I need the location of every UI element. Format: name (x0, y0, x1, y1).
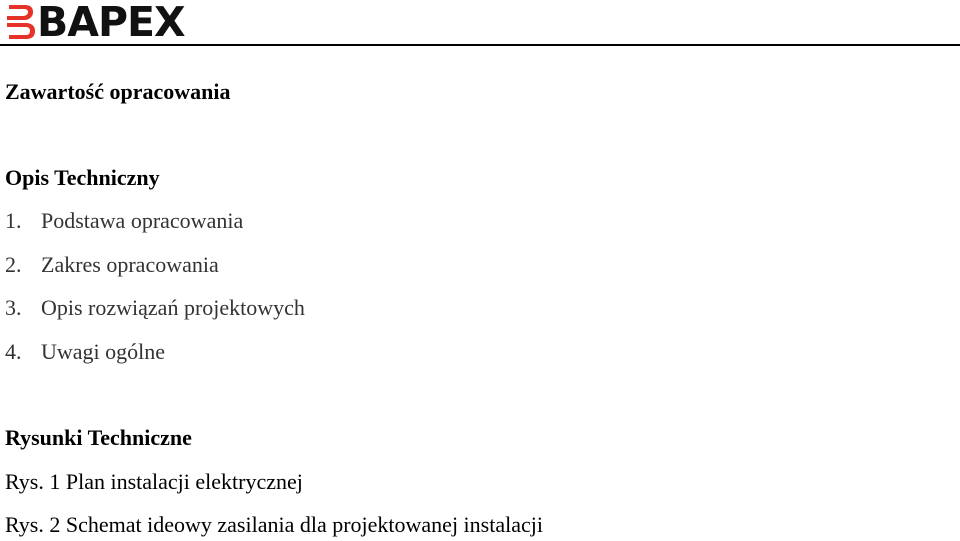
drawing-list-item: Rys. 1 Plan instalacji elektrycznej (5, 469, 303, 494)
list-item-number: 2. (5, 252, 22, 277)
company-logo-text: BAPEX (37, 0, 185, 46)
technical-description-heading: Opis Techniczny (5, 165, 160, 190)
contents-list-item (5, 252, 219, 278)
bapex-logo-mark-icon (5, 2, 36, 42)
contents-list-item (5, 339, 165, 365)
contents-title: Zawartość opracowania (5, 79, 231, 104)
technical-drawings-heading: Rysunki Techniczne (5, 425, 192, 450)
contents-list-item (5, 208, 243, 234)
document-header (0, 0, 960, 48)
company-logo (5, 0, 185, 46)
list-item-number: 1. (5, 208, 22, 233)
list-item-label: Uwagi ogólne (41, 339, 166, 364)
drawing-list-item: Rys. 2 Schemat ideowy zasilania dla projektowanej instalacji (5, 512, 543, 537)
header-divider (0, 44, 960, 46)
list-item-number: 3. (5, 295, 22, 320)
list-item-number: 4. (5, 339, 22, 364)
list-item-label: Opis rozwiązań projektowych (41, 295, 305, 320)
list-item-label: Podstawa opracowania (41, 208, 244, 233)
list-item-label: Zakres opracowania (41, 252, 219, 277)
contents-list-item (5, 295, 305, 321)
